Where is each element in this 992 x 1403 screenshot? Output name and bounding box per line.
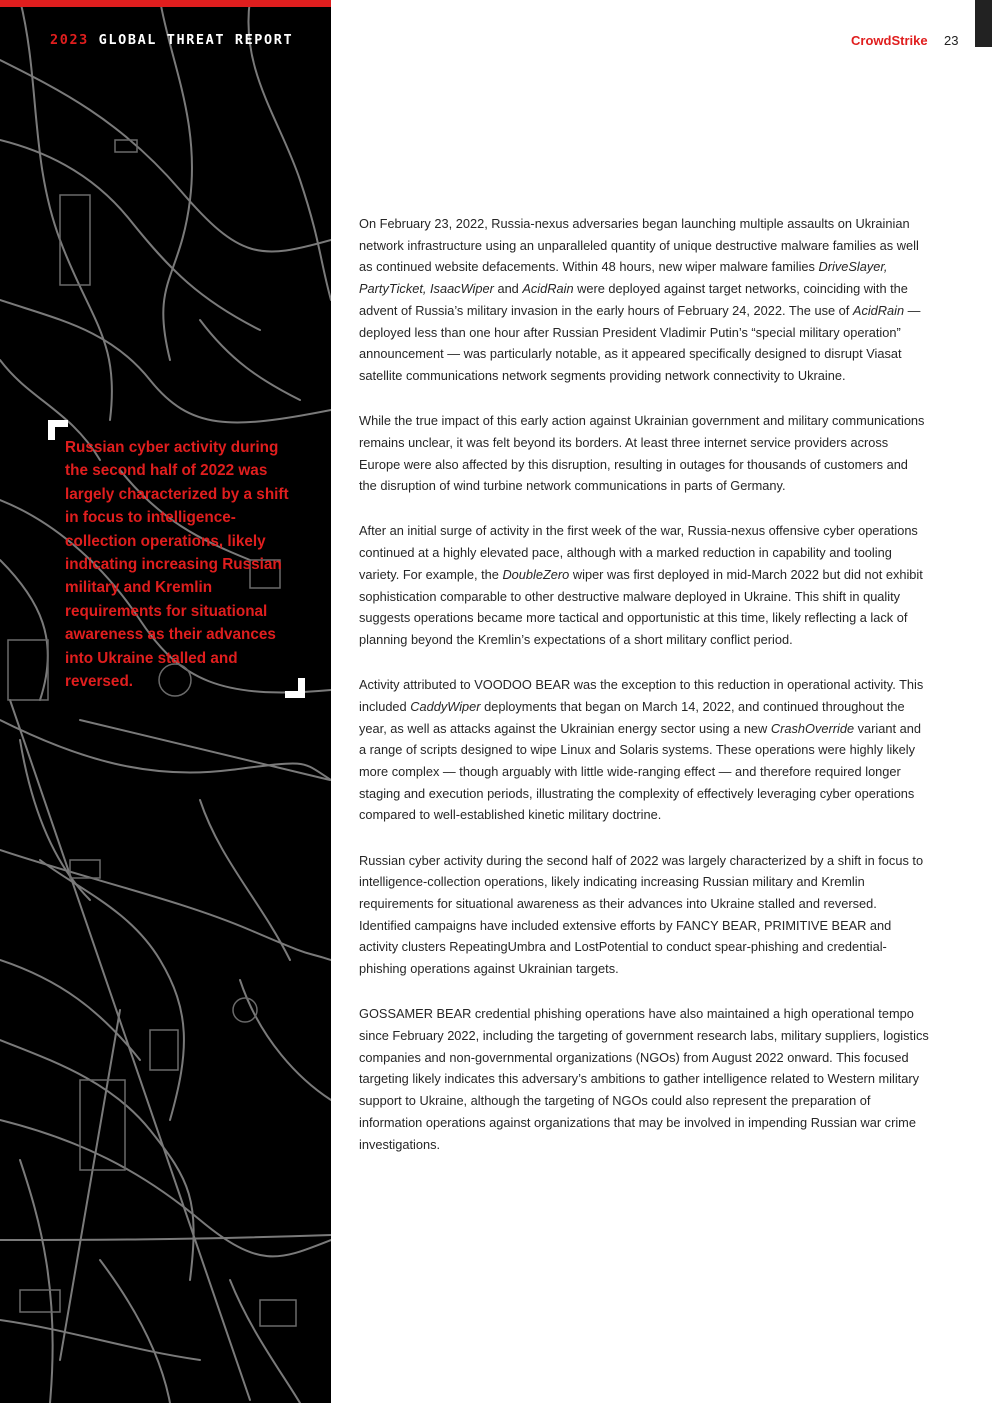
malware-name: AcidRain [522, 281, 574, 297]
malware-name: AcidRain [852, 302, 905, 318]
malware-name: CrashOverride [770, 720, 855, 736]
top-accent-bar [0, 0, 331, 7]
article-body [359, 213, 929, 1179]
report-title [50, 32, 293, 48]
malware-name: DoubleZero [502, 566, 570, 582]
paragraph: Activity attributed to VOODOO BEAR was the exception to this reduction in operational activity. This included CaddyWiper deployments that began on March 14, 2022, and continued throughout the year, as well as attacks against the Ukrainian energy sector using a new CrashOverride variant and a range of scripts designed to wipe Linux and Solaris systems. These operations were highly likely more complex — though arguably with little wide-ranging effect — and therefore required longer staging and execution periods, illustrating the complexity of effectively leveraging cyber operations compared to well-established kinetic military doctrine. [359, 677, 924, 823]
street-map-illustration [0, 0, 331, 1403]
report-year: 2023 [50, 32, 89, 48]
brand-logo-text: CrowdStrike [851, 33, 928, 48]
paragraph: While the true impact of this early action against Ukrainian government and military communications remains unclear, it was felt beyond its borders. At least three internet service providers across Europe were also affected by this disruption, resulting in outages for thousands of customers and the disruption of wind turbine network communications in parts of Germany. [359, 413, 925, 494]
malware-name: CaddyWiper [410, 698, 481, 714]
street-map-panel [0, 0, 331, 1403]
paragraph: After an initial surge of activity in the first week of the war, Russia-nexus offensive cyber operations continued at a highly elevated pace, although with a marked reduction in capability and tooling variety. For example, the DoubleZero wiper was first deployed in mid-March 2022 but did not exhibit sophistication comparable to other destructive malware deployed in Ukraine. This shift in quality suggests operations became more tactical and opportunistic at this time, likely reflecting a lack of planning beyond the Kremlin’s expectations of a short military conflict period. [359, 523, 923, 647]
paragraph: Russian cyber activity during the second half of 2022 was largely characterized by a shift in focus to intelligence-collection operations, likely indicating increasing Russian military and Kremlin requirements for situational awareness as their advances into Ukraine stalled and reversed. Identified campaigns have included extensive efforts by FANCY BEAR, PRIMITIVE BEAR and activity clusters RepeatingUmbra and LostPotential to conduct spear-phishing and credential-phishing operations against Ukrainian targets. [359, 852, 924, 977]
report-title-text: GLOBAL THREAT REPORT [98, 32, 294, 48]
page-number: 23 [944, 33, 959, 48]
paragraph: On February 23, 2022, Russia-nexus adversaries began launching multiple assaults on Ukrainian network infrastructure using an unparalleled quantity of unique destructive malware families as well as continued website defacements. Within 48 hours, new wiper malware families DriveSlayer, PartyTicket, IsaacWiper and AcidRain were deployed against target networks, coinciding with the advent of Russia’s military invasion in the early hours of February 24, 2022. The use of AcidRain — deployed less than one hour after Russian President Vladimir Putin’s “special military operation” announcement — was particularly notable, as it appeared specifically designed to disrupt Viasat satellite communications network segments providing network connectivity to Ukraine. [359, 216, 921, 383]
malware-name: DriveSlayer, PartyTicket, IsaacWiper [359, 259, 888, 297]
paragraph: GOSSAMER BEAR credential phishing operations have also maintained a high operational tempo since February 2022, including the targeting of government research labs, military suppliers, logistics companies and non-governmental organizations (NGOs) from August 2022 onward. This focused targeting likely indicates this adversary’s ambitions to gather intelligence related to Western military support to Ukraine, although the targeting of NGOs could also represent the preparation of information operations against organizations that may be involved in impending Russian war crime investigations. [359, 1006, 929, 1152]
corner-tab [975, 0, 992, 47]
pull-quote: Russian cyber activity during the second half of 2022 was largely characterized by a shift in focus to intelligence-collection operations, likely indicating increasing Russian military and Kremlin requirements for situational awareness as their advances into Ukraine stalled and reversed. [65, 439, 289, 691]
quote-bracket-bottom-right-icon [285, 678, 305, 698]
